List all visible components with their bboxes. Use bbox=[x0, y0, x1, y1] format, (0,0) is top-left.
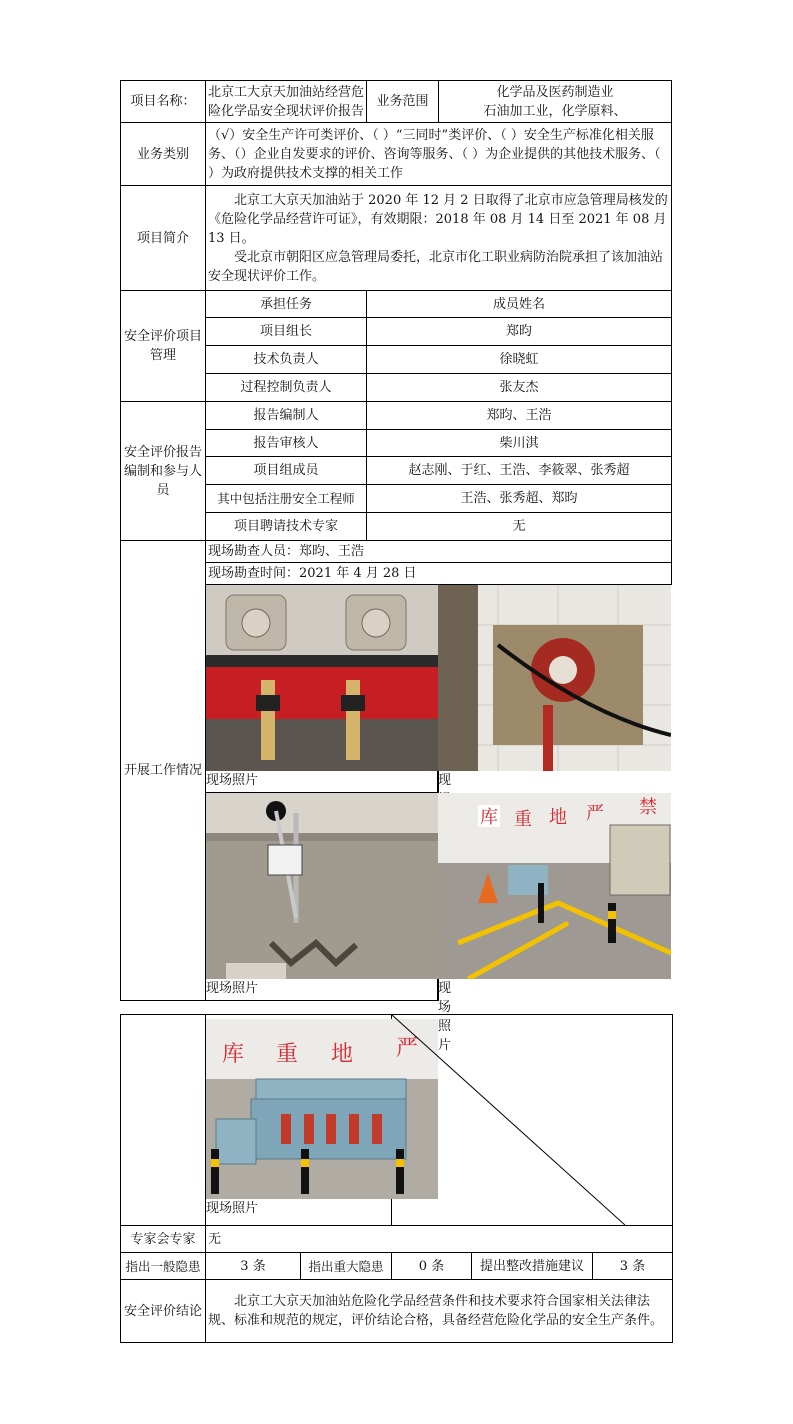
sign-char-3: 地 bbox=[549, 807, 567, 828]
photo-caption: 现场照片 bbox=[206, 1201, 259, 1216]
report-task: 报告编制人 bbox=[206, 402, 367, 430]
blank-label-cell bbox=[121, 1015, 206, 1226]
photo-cell bbox=[206, 585, 438, 793]
report-task: 项目组成员 bbox=[206, 457, 367, 485]
business-scope-line2: 石油加工业，化学原料、 bbox=[483, 103, 627, 119]
conclusion-value: 北京工大京天加油站危险化学品经营条件和技术要求符合国家相关法律法规、标准和规范的规定，评价结论合格，具备经营危险化学品的安全生产条件。 bbox=[206, 1280, 673, 1343]
photo-caption: 现场照片 bbox=[206, 773, 259, 788]
report-task: 项目聘请技术专家 bbox=[206, 513, 367, 541]
photo-unloading-area bbox=[438, 793, 671, 979]
work-label: 开展工作情况 bbox=[121, 541, 206, 1001]
intro-label: 项目简介 bbox=[121, 186, 206, 291]
report-name: 王浩、张秀超、郑昀 bbox=[367, 485, 672, 513]
report-label: 安全评价报告编制和参与人员 bbox=[121, 402, 206, 541]
rectify-value: 3 条 bbox=[593, 1253, 673, 1280]
sign-char-1: 库 bbox=[222, 1042, 245, 1067]
report-name: 郑昀、王浩 bbox=[367, 402, 672, 430]
sign-char-4: 严 bbox=[396, 1036, 419, 1061]
diagonal-blank-cell bbox=[392, 1015, 673, 1226]
photo-fuel-dispenser bbox=[206, 585, 438, 771]
conclusion-label: 安全评价结论 bbox=[121, 1280, 206, 1343]
expert-label: 专家会专家 bbox=[121, 1226, 206, 1253]
sign-char-4: 严 bbox=[586, 803, 604, 824]
business-scope-label: 业务范围 bbox=[367, 81, 439, 123]
sign-char-2: 重 bbox=[276, 1042, 299, 1067]
major-hazard-value: 0 条 bbox=[392, 1253, 472, 1280]
photo-tank-manhole bbox=[438, 585, 671, 771]
mgmt-task: 技术负责人 bbox=[206, 346, 367, 374]
business-scope-value bbox=[439, 81, 672, 123]
project-name-label: 项目名称： bbox=[121, 81, 206, 123]
mgmt-name: 张友杰 bbox=[367, 374, 672, 402]
photo-cell bbox=[206, 1015, 419, 1226]
report-name: 无 bbox=[367, 513, 672, 541]
survey-people: 现场勘查人员：郑昀、王浩 bbox=[206, 541, 672, 563]
photo-static-discharge bbox=[206, 793, 438, 979]
sign-char-2: 重 bbox=[514, 809, 532, 830]
intro-value bbox=[206, 186, 672, 291]
report-name: 赵志刚、于红、王浩、李筱翠、张秀超 bbox=[367, 457, 672, 485]
col-members-header: 成员姓名 bbox=[367, 291, 672, 318]
general-hazard-value: 3 条 bbox=[206, 1253, 301, 1280]
col-task-header: 承担任务 bbox=[206, 291, 367, 318]
evaluation-summary-table bbox=[120, 1014, 673, 1343]
major-hazard-label: 指出重大隐患 bbox=[301, 1253, 392, 1280]
photo-cell bbox=[438, 585, 452, 793]
general-hazard-label: 指出一般隐患 bbox=[121, 1253, 206, 1280]
intro-paragraph-2: 受北京市朝阳区应急管理局委托，北京市化工职业病防治院承担了该加油站安全现状评价工作。 bbox=[208, 249, 664, 284]
mgmt-name: 徐晓虹 bbox=[367, 346, 672, 374]
evaluation-info-table bbox=[120, 80, 672, 1053]
mgmt-task: 过程控制负责人 bbox=[206, 374, 367, 402]
expert-value: 无 bbox=[206, 1226, 673, 1253]
photo-cell bbox=[438, 793, 657, 1053]
intro-paragraph-1: 北京工大京天加油站于 2020 年 12 月 2 日取得了北京市应急管理局核发的《危险化学品经营许可证》，有效期限：2018 年 08 月 14 日至 2021 年 08 月 13 日。 bbox=[208, 192, 668, 246]
sign-char-5: 禁 bbox=[639, 797, 657, 818]
project-name-value: 北京工大京天加油站经营危险化学品安全现状评价报告 bbox=[206, 81, 367, 123]
business-scope-line1: 化学品及医药制造业 bbox=[496, 84, 614, 100]
photo-caption: 现场照片 bbox=[206, 981, 259, 996]
report-task: 报告审核人 bbox=[206, 430, 367, 457]
photo-cell bbox=[206, 793, 438, 1001]
business-type-value: （√）安全生产许可类评价、（ ）“三同时”类评价、（ ）安全生产标准化相关服务、（）企业自发要求的评价、咨询等服务、（ ）为企业提供的其他技术服务、（ ）为政府提供技术支撑的相关工作 bbox=[206, 123, 672, 186]
mgmt-task: 项目组长 bbox=[206, 318, 367, 346]
survey-time: 现场勘查时间：2021 年 4 月 28 日 bbox=[206, 563, 672, 585]
mgmt-label: 安全评价项目管理 bbox=[121, 291, 206, 402]
mgmt-name: 郑昀 bbox=[367, 318, 672, 346]
rectify-label: 提出整改措施建议 bbox=[472, 1253, 593, 1280]
report-task: 其中包括注册安全工程师 bbox=[206, 485, 367, 513]
report-name: 柴川淇 bbox=[367, 430, 672, 457]
sign-char-3: 地 bbox=[331, 1042, 354, 1067]
business-type-label: 业务类别 bbox=[121, 123, 206, 186]
sign-char-1: 库 bbox=[480, 807, 498, 828]
